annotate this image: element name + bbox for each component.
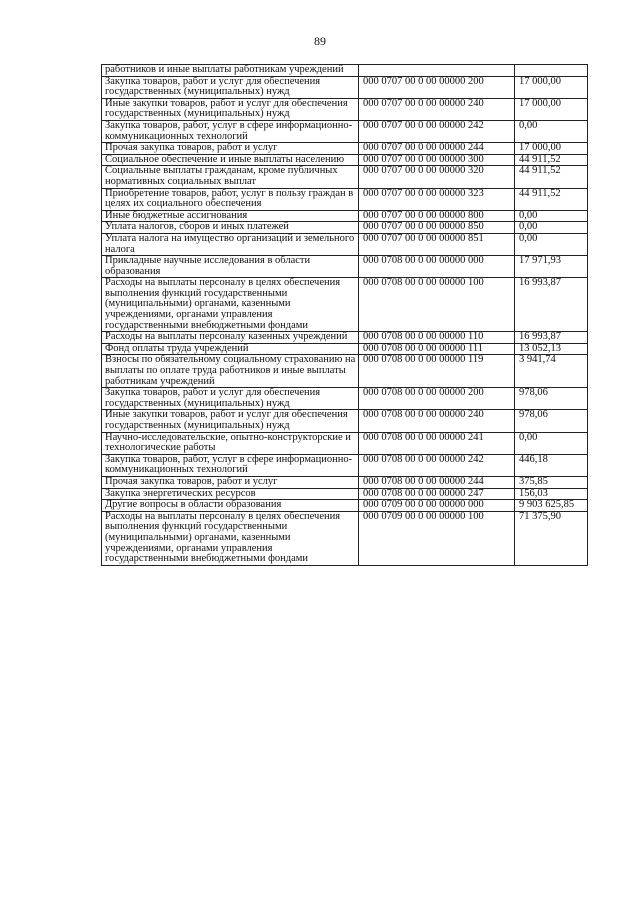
row-name: Расходы на выплаты персоналу в целях обеспечения выполнения функций государственными (муниципальными) органами, казенными учреждениями, органами управления государственными внебюджетными фондами [102,511,359,565]
row-name: Иные закупки товаров, работ и услуг для обеспечения государственных (муниципальных) нужд [102,98,359,120]
row-amount: 156,03 [515,488,588,500]
row-code: 000 0707 00 0 00 00000 320 [359,166,515,188]
row-amount: 71 375,90 [515,511,588,565]
row-amount: 978,06 [515,410,588,432]
table-row [102,65,588,77]
row-code: 000 0708 00 0 00 00000 241 [359,432,515,454]
table-row [102,454,588,476]
table-row [102,120,588,142]
row-amount: 16 993,87 [515,332,588,344]
row-name: Закупка товаров, работ, услуг в сфере информационно-коммуникационных технологий [102,120,359,142]
row-amount: 17 000,00 [515,143,588,155]
row-amount: 3 941,74 [515,355,588,388]
page-number: 89 [314,34,326,48]
row-amount: 0,00 [515,432,588,454]
row-amount: 9 903 625,85 [515,500,588,512]
row-name: Фонд оплаты труда учреждений [102,343,359,355]
row-name: Социальные выплаты гражданам, кроме публичных нормативных социальных выплат [102,166,359,188]
row-amount [515,65,588,77]
row-code: 000 0709 00 0 00 00000 100 [359,511,515,565]
table-row [102,511,588,565]
row-name: Расходы на выплаты персоналу казенных учреждений [102,332,359,344]
row-code: 000 0707 00 0 00 00000 240 [359,98,515,120]
row-amount: 16 993,87 [515,278,588,332]
row-amount: 17 000,00 [515,76,588,98]
table-row [102,233,588,255]
row-amount: 44 911,52 [515,154,588,166]
row-name: Закупка товаров, работ и услуг для обеспечения государственных (муниципальных) нужд [102,76,359,98]
table-row [102,432,588,454]
table-row [102,98,588,120]
row-code: 000 0708 00 0 00 00000 240 [359,410,515,432]
row-code: 000 0708 00 0 00 00000 119 [359,355,515,388]
row-code: 000 0707 00 0 00 00000 242 [359,120,515,142]
row-amount: 978,06 [515,388,588,410]
table-row [102,154,588,166]
row-name: Научно-исследовательские, опытно-конструкторские и технологические работы [102,432,359,454]
row-code: 000 0707 00 0 00 00000 300 [359,154,515,166]
table-row [102,278,588,332]
row-code: 000 0709 00 0 00 00000 000 [359,500,515,512]
row-name: Другие вопросы в области образования [102,500,359,512]
row-code: 000 0708 00 0 00 00000 100 [359,278,515,332]
row-amount: 13 052,13 [515,343,588,355]
row-code: 000 0707 00 0 00 00000 850 [359,222,515,234]
table-row [102,355,588,388]
table-row [102,388,588,410]
row-name: Расходы на выплаты персоналу в целях обеспечения выполнения функций государственными (муниципальными) органами, казенными учреждениями, органами управления государственными внебюджетными фондами [102,278,359,332]
row-code: 000 0708 00 0 00 00000 244 [359,476,515,488]
row-code: 000 0708 00 0 00 00000 111 [359,343,515,355]
row-name: Социальное обеспечение и иные выплаты населению [102,154,359,166]
row-code: 000 0708 00 0 00 00000 000 [359,256,515,278]
row-name: работников и иные выплаты работникам учреждений [102,65,359,77]
table-row [102,343,588,355]
row-code: 000 0707 00 0 00 00000 323 [359,188,515,210]
row-name: Приобретение товаров, работ, услуг в пользу граждан в целях их социального обеспечения [102,188,359,210]
row-name: Иные закупки товаров, работ и услуг для обеспечения государственных (муниципальных) нужд [102,410,359,432]
row-code: 000 0708 00 0 00 00000 200 [359,388,515,410]
row-amount: 17 000,00 [515,98,588,120]
row-amount: 44 911,52 [515,188,588,210]
table-row [102,488,588,500]
table-row [102,143,588,155]
row-name: Уплата налогов, сборов и иных платежей [102,222,359,234]
row-amount: 44 911,52 [515,166,588,188]
row-amount: 0,00 [515,210,588,222]
table-row [102,500,588,512]
table-row [102,166,588,188]
row-code: 000 0707 00 0 00 00000 851 [359,233,515,255]
row-amount: 446,18 [515,454,588,476]
row-name: Прочая закупка товаров, работ и услуг [102,476,359,488]
row-amount: 0,00 [515,120,588,142]
row-name: Прикладные научные исследования в области образования [102,256,359,278]
row-code: 000 0707 00 0 00 00000 200 [359,76,515,98]
row-name: Уплата налога на имущество организаций и земельного налога [102,233,359,255]
row-name: Закупка энергетических ресурсов [102,488,359,500]
row-amount: 0,00 [515,222,588,234]
row-code: 000 0708 00 0 00 00000 247 [359,488,515,500]
table-row [102,256,588,278]
row-name: Закупка товаров, работ, услуг в сфере информационно-коммуникационных технологий [102,454,359,476]
table-row [102,210,588,222]
table-row [102,188,588,210]
table-row [102,332,588,344]
table-row [102,410,588,432]
budget-table [101,64,588,566]
row-name: Закупка товаров, работ и услуг для обеспечения государственных (муниципальных) нужд [102,388,359,410]
row-code [359,65,515,77]
table-row [102,222,588,234]
row-code: 000 0708 00 0 00 00000 242 [359,454,515,476]
row-code: 000 0708 00 0 00 00000 110 [359,332,515,344]
row-code: 000 0707 00 0 00 00000 244 [359,143,515,155]
row-amount: 17 971,93 [515,256,588,278]
row-amount: 0,00 [515,233,588,255]
row-name: Прочая закупка товаров, работ и услуг [102,143,359,155]
row-code: 000 0707 00 0 00 00000 800 [359,210,515,222]
row-amount: 375,85 [515,476,588,488]
table-row [102,476,588,488]
table-row [102,76,588,98]
row-name: Иные бюджетные ассигнования [102,210,359,222]
row-name: Взносы по обязательному социальному страхованию на выплаты по оплате труда работников и иные выплаты работникам учреждений [102,355,359,388]
